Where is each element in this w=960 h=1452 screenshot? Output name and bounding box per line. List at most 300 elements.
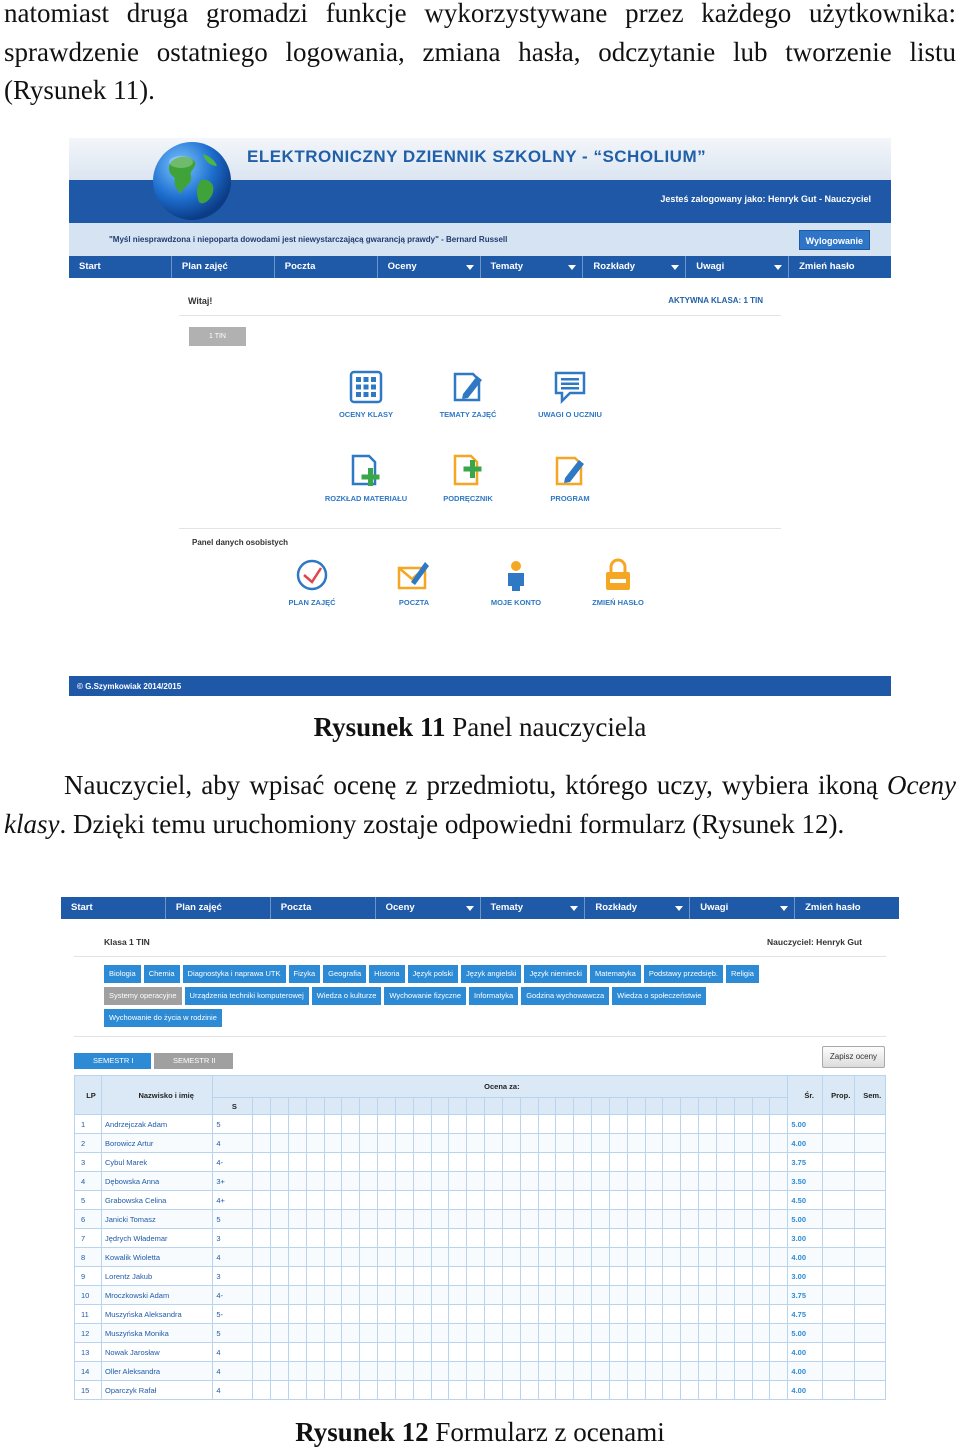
grade-cell[interactable]	[253, 1343, 271, 1362]
grade-cell[interactable]	[324, 1172, 342, 1191]
grade-cell[interactable]	[627, 1115, 645, 1134]
grade-cell[interactable]	[342, 1305, 360, 1324]
grade-cell[interactable]	[752, 1286, 770, 1305]
grade-cell[interactable]	[770, 1267, 788, 1286]
grade-cell[interactable]	[342, 1153, 360, 1172]
grade-cell[interactable]	[431, 1229, 449, 1248]
proposed-grade-cell[interactable]	[822, 1286, 854, 1305]
grade-cell[interactable]	[467, 1210, 485, 1229]
grade-cell[interactable]	[449, 1134, 467, 1153]
grade-cell[interactable]	[360, 1210, 378, 1229]
grade-cell[interactable]	[645, 1305, 663, 1324]
grade-cell[interactable]	[449, 1286, 467, 1305]
nav-oceny[interactable]: Oceny	[376, 897, 481, 919]
grade-cell[interactable]	[360, 1267, 378, 1286]
grade-cell[interactable]	[395, 1229, 413, 1248]
grade-cell[interactable]	[699, 1191, 717, 1210]
grade-cell[interactable]	[556, 1267, 574, 1286]
grade-cell[interactable]	[467, 1343, 485, 1362]
nav-rozklady[interactable]: Rozkłady	[585, 897, 690, 919]
grade-cell[interactable]	[253, 1115, 271, 1134]
grade-cell[interactable]	[413, 1305, 431, 1324]
grade-cell[interactable]	[645, 1248, 663, 1267]
grade-cell[interactable]	[289, 1343, 307, 1362]
grade-cell[interactable]	[289, 1153, 307, 1172]
grade-cell[interactable]	[574, 1267, 592, 1286]
grade-cell[interactable]	[395, 1248, 413, 1267]
subject-tab[interactable]: Systemy operacyjne	[104, 987, 182, 1005]
grade-cell[interactable]	[752, 1115, 770, 1134]
grade-cell[interactable]	[752, 1343, 770, 1362]
grade-cell[interactable]	[663, 1229, 681, 1248]
grade-cell[interactable]	[556, 1210, 574, 1229]
nav-tematy[interactable]: Tematy	[481, 256, 584, 278]
grade-cell[interactable]	[467, 1229, 485, 1248]
grade-cell[interactable]	[574, 1172, 592, 1191]
grade-cell[interactable]	[253, 1267, 271, 1286]
grade-cell[interactable]	[609, 1115, 627, 1134]
grade-cell[interactable]	[699, 1248, 717, 1267]
grade-cell[interactable]	[592, 1324, 610, 1343]
grade-cell[interactable]	[431, 1248, 449, 1267]
proposed-grade-cell[interactable]	[822, 1153, 854, 1172]
nav-rozklady[interactable]: Rozkłady	[583, 256, 686, 278]
nav-start[interactable]: Start	[61, 897, 166, 919]
grade-cell[interactable]	[467, 1324, 485, 1343]
grade-cell[interactable]	[627, 1134, 645, 1153]
grade-cell[interactable]	[770, 1381, 788, 1400]
grade-cell[interactable]	[609, 1153, 627, 1172]
grade-cell[interactable]	[592, 1191, 610, 1210]
grade-cell[interactable]	[520, 1172, 538, 1191]
grade-cell[interactable]	[592, 1248, 610, 1267]
grade-cell[interactable]	[431, 1267, 449, 1286]
grade-cell[interactable]	[556, 1229, 574, 1248]
grade-cell[interactable]	[378, 1115, 396, 1134]
grade-cell[interactable]	[378, 1134, 396, 1153]
grade-cell[interactable]	[360, 1153, 378, 1172]
grade-cell[interactable]	[699, 1305, 717, 1324]
grade-cell[interactable]	[395, 1172, 413, 1191]
semester-grade-cell[interactable]	[855, 1191, 886, 1210]
grade-cell[interactable]	[556, 1286, 574, 1305]
grade-cell[interactable]	[574, 1115, 592, 1134]
grade-cell[interactable]	[449, 1305, 467, 1324]
grade-cell[interactable]	[467, 1267, 485, 1286]
grade-cell[interactable]	[574, 1229, 592, 1248]
grade-cell[interactable]	[716, 1229, 734, 1248]
grade-cell[interactable]	[538, 1324, 556, 1343]
grade-cell[interactable]	[520, 1191, 538, 1210]
grade-cell[interactable]	[431, 1362, 449, 1381]
grade-cell[interactable]	[538, 1267, 556, 1286]
grade-cell[interactable]	[271, 1343, 289, 1362]
grade-cell[interactable]	[556, 1324, 574, 1343]
grade-cell[interactable]	[378, 1267, 396, 1286]
grade-cell[interactable]	[609, 1305, 627, 1324]
grade-cell[interactable]	[663, 1362, 681, 1381]
grade-cell[interactable]	[716, 1343, 734, 1362]
grade-cell[interactable]	[734, 1248, 752, 1267]
grade-cell[interactable]	[413, 1324, 431, 1343]
grade-cell[interactable]	[770, 1286, 788, 1305]
subject-tab[interactable]: Język niemiecki	[524, 965, 587, 983]
subject-tab[interactable]: Język angielski	[461, 965, 521, 983]
grade-cell[interactable]	[752, 1153, 770, 1172]
grade-cell[interactable]	[699, 1134, 717, 1153]
grade-cell[interactable]	[324, 1229, 342, 1248]
grade-cell[interactable]	[502, 1229, 520, 1248]
subject-tab[interactable]: Wychowanie do życia w rodzinie	[104, 1009, 222, 1027]
grade-cell[interactable]	[770, 1153, 788, 1172]
grade-cell[interactable]	[734, 1267, 752, 1286]
grade-cell[interactable]	[663, 1324, 681, 1343]
grade-cell[interactable]	[734, 1286, 752, 1305]
grade-cell[interactable]	[395, 1267, 413, 1286]
grade-cell[interactable]	[324, 1343, 342, 1362]
grade-cell[interactable]	[342, 1381, 360, 1400]
grade-cell[interactable]	[378, 1229, 396, 1248]
grade-cell[interactable]	[467, 1115, 485, 1134]
grade-cell[interactable]	[734, 1381, 752, 1400]
grade-cell[interactable]	[556, 1343, 574, 1362]
grade-cell[interactable]	[431, 1134, 449, 1153]
tile-poczta[interactable]: POCZTA	[359, 558, 469, 607]
grade-cell[interactable]	[716, 1381, 734, 1400]
nav-poczta[interactable]: Poczta	[275, 256, 378, 278]
grade-cell[interactable]	[324, 1362, 342, 1381]
grade-cell[interactable]	[538, 1153, 556, 1172]
grade-cell[interactable]	[770, 1115, 788, 1134]
grade-cell[interactable]	[734, 1134, 752, 1153]
grade-cell[interactable]	[378, 1381, 396, 1400]
grade-cell[interactable]	[289, 1115, 307, 1134]
grade-cell[interactable]	[413, 1286, 431, 1305]
nav-tematy[interactable]: Tematy	[481, 897, 586, 919]
grade-cell[interactable]	[699, 1153, 717, 1172]
grade-cell[interactable]	[360, 1115, 378, 1134]
semester-grade-cell[interactable]	[855, 1172, 886, 1191]
proposed-grade-cell[interactable]	[822, 1115, 854, 1134]
grade-cell[interactable]	[360, 1362, 378, 1381]
subject-tab[interactable]: Wychowanie fizyczne	[384, 987, 466, 1005]
grade-cell[interactable]	[378, 1210, 396, 1229]
grade-cell[interactable]	[752, 1324, 770, 1343]
grade-cell[interactable]	[485, 1134, 503, 1153]
nav-start[interactable]: Start	[69, 256, 172, 278]
grade-cell[interactable]	[467, 1305, 485, 1324]
grade-cell[interactable]	[413, 1210, 431, 1229]
grade-cell[interactable]	[360, 1324, 378, 1343]
grade-cell[interactable]	[431, 1286, 449, 1305]
grade-cell[interactable]	[395, 1381, 413, 1400]
grade-cell[interactable]	[574, 1153, 592, 1172]
semester-grade-cell[interactable]	[855, 1267, 886, 1286]
grade-cell[interactable]	[289, 1305, 307, 1324]
grade-cell[interactable]	[681, 1267, 699, 1286]
grade-cell[interactable]	[520, 1229, 538, 1248]
grade-cell[interactable]	[609, 1381, 627, 1400]
subject-tab[interactable]: Godzina wychowawcza	[521, 987, 609, 1005]
grade-cell[interactable]	[485, 1305, 503, 1324]
grade-cell[interactable]	[699, 1362, 717, 1381]
grade-cell[interactable]	[360, 1343, 378, 1362]
grade-cell[interactable]	[609, 1248, 627, 1267]
grade-cell[interactable]	[592, 1229, 610, 1248]
grade-cell[interactable]	[271, 1362, 289, 1381]
proposed-grade-cell[interactable]	[822, 1324, 854, 1343]
grade-cell[interactable]	[538, 1343, 556, 1362]
proposed-grade-cell[interactable]	[822, 1210, 854, 1229]
grade-cell[interactable]	[538, 1362, 556, 1381]
grade-cell[interactable]	[770, 1324, 788, 1343]
grade-cell[interactable]	[627, 1153, 645, 1172]
grade-cell[interactable]	[645, 1191, 663, 1210]
grade-cell[interactable]	[609, 1362, 627, 1381]
grade-cell[interactable]	[681, 1191, 699, 1210]
grade-cell[interactable]	[627, 1381, 645, 1400]
grade-cell[interactable]	[592, 1267, 610, 1286]
tile-moje-konto[interactable]: MOJE KONTO	[461, 558, 571, 607]
grade-cell[interactable]	[699, 1229, 717, 1248]
grade-cell[interactable]	[253, 1210, 271, 1229]
grade-cell[interactable]	[324, 1115, 342, 1134]
grade-cell[interactable]	[342, 1115, 360, 1134]
tile-program[interactable]: PROGRAM	[515, 454, 625, 503]
logout-button[interactable]: Wylogowanie	[799, 230, 870, 250]
grade-cell[interactable]	[306, 1248, 324, 1267]
grade-cell[interactable]	[716, 1191, 734, 1210]
grade-cell[interactable]	[253, 1362, 271, 1381]
grade-cell[interactable]	[449, 1324, 467, 1343]
grade-cell[interactable]	[289, 1267, 307, 1286]
grade-cell[interactable]	[538, 1381, 556, 1400]
grade-cell[interactable]	[663, 1153, 681, 1172]
grade-cell[interactable]	[663, 1248, 681, 1267]
grade-cell[interactable]	[520, 1134, 538, 1153]
grade-cell[interactable]	[485, 1286, 503, 1305]
grade-cell[interactable]	[502, 1248, 520, 1267]
grade-cell[interactable]	[431, 1115, 449, 1134]
grade-cell[interactable]: 4	[213, 1343, 253, 1362]
grade-cell[interactable]	[681, 1343, 699, 1362]
grade-cell[interactable]	[431, 1343, 449, 1362]
grade-cell[interactable]	[716, 1305, 734, 1324]
grade-cell[interactable]	[663, 1343, 681, 1362]
grade-cell[interactable]	[574, 1134, 592, 1153]
grade-cell[interactable]	[645, 1267, 663, 1286]
nav-plan-zajec[interactable]: Plan zajęć	[166, 897, 271, 919]
grade-cell[interactable]	[716, 1324, 734, 1343]
grade-cell[interactable]	[289, 1172, 307, 1191]
nav-plan-zajec[interactable]: Plan zajęć	[172, 256, 275, 278]
grade-cell[interactable]	[609, 1343, 627, 1362]
grade-cell[interactable]	[253, 1305, 271, 1324]
grade-cell[interactable]	[574, 1248, 592, 1267]
grade-cell[interactable]	[378, 1153, 396, 1172]
semester-grade-cell[interactable]	[855, 1115, 886, 1134]
tile-uwagi-o-uczniu[interactable]: UWAGI O UCZNIU	[515, 370, 625, 419]
grade-cell[interactable]	[699, 1115, 717, 1134]
class-button[interactable]: 1 TIN	[189, 327, 246, 346]
grade-cell[interactable]	[395, 1115, 413, 1134]
grade-cell[interactable]	[431, 1381, 449, 1400]
grade-cell[interactable]	[271, 1305, 289, 1324]
tab-semestr-1[interactable]: SEMESTR I	[74, 1053, 151, 1069]
grade-cell[interactable]	[306, 1362, 324, 1381]
grade-cell[interactable]	[699, 1324, 717, 1343]
grade-cell[interactable]	[342, 1248, 360, 1267]
grade-cell[interactable]	[253, 1134, 271, 1153]
grade-cell[interactable]	[253, 1191, 271, 1210]
grade-cell[interactable]	[627, 1267, 645, 1286]
grade-cell[interactable]	[289, 1134, 307, 1153]
grade-cell[interactable]	[699, 1267, 717, 1286]
grade-cell[interactable]	[306, 1305, 324, 1324]
semester-grade-cell[interactable]	[855, 1229, 886, 1248]
grade-cell[interactable]: 5	[213, 1324, 253, 1343]
grade-cell[interactable]	[734, 1229, 752, 1248]
subject-tab[interactable]: Urządzenia techniki komputerowej	[185, 987, 309, 1005]
subject-tab[interactable]: Fizyka	[289, 965, 321, 983]
grade-cell[interactable]	[609, 1210, 627, 1229]
grade-cell[interactable]	[395, 1324, 413, 1343]
semester-grade-cell[interactable]	[855, 1134, 886, 1153]
grade-cell[interactable]: 3	[213, 1267, 253, 1286]
grade-cell[interactable]	[378, 1324, 396, 1343]
grade-cell[interactable]	[324, 1134, 342, 1153]
grade-cell[interactable]	[716, 1134, 734, 1153]
grade-cell[interactable]	[627, 1324, 645, 1343]
grade-cell[interactable]	[289, 1381, 307, 1400]
semester-grade-cell[interactable]	[855, 1305, 886, 1324]
grade-cell[interactable]	[627, 1286, 645, 1305]
grade-cell[interactable]	[271, 1172, 289, 1191]
grade-cell[interactable]	[360, 1381, 378, 1400]
grade-cell[interactable]	[770, 1229, 788, 1248]
grade-cell[interactable]	[609, 1267, 627, 1286]
grade-cell[interactable]	[752, 1134, 770, 1153]
tile-plan-zajec[interactable]: PLAN ZAJĘĆ	[257, 558, 367, 607]
grade-cell[interactable]	[485, 1381, 503, 1400]
grade-cell[interactable]	[395, 1191, 413, 1210]
grade-cell[interactable]	[413, 1115, 431, 1134]
grade-cell[interactable]	[645, 1210, 663, 1229]
grade-cell[interactable]	[716, 1115, 734, 1134]
grade-cell[interactable]	[467, 1248, 485, 1267]
subject-tab[interactable]: Język polski	[408, 965, 458, 983]
grade-cell[interactable]	[271, 1248, 289, 1267]
grade-cell[interactable]	[520, 1343, 538, 1362]
grade-cell[interactable]	[627, 1248, 645, 1267]
grade-cell[interactable]	[360, 1286, 378, 1305]
grade-cell[interactable]	[342, 1134, 360, 1153]
grade-cell[interactable]: 4	[213, 1381, 253, 1400]
grade-cell[interactable]	[752, 1267, 770, 1286]
grade-cell[interactable]	[485, 1191, 503, 1210]
grade-cell[interactable]	[289, 1324, 307, 1343]
grade-cell[interactable]	[538, 1134, 556, 1153]
grade-cell[interactable]	[449, 1172, 467, 1191]
proposed-grade-cell[interactable]	[822, 1229, 854, 1248]
grade-cell[interactable]	[485, 1115, 503, 1134]
grade-cell[interactable]	[663, 1191, 681, 1210]
grade-cell[interactable]	[716, 1210, 734, 1229]
grade-cell[interactable]	[502, 1191, 520, 1210]
grade-cell[interactable]	[770, 1343, 788, 1362]
grade-cell[interactable]	[271, 1134, 289, 1153]
grade-cell[interactable]	[253, 1324, 271, 1343]
grade-cell[interactable]	[627, 1305, 645, 1324]
proposed-grade-cell[interactable]	[822, 1191, 854, 1210]
grade-cell[interactable]	[342, 1286, 360, 1305]
grade-cell[interactable]	[449, 1362, 467, 1381]
grade-cell[interactable]	[627, 1343, 645, 1362]
grade-cell[interactable]	[485, 1248, 503, 1267]
grade-cell[interactable]	[289, 1210, 307, 1229]
grade-cell[interactable]	[645, 1115, 663, 1134]
grade-cell[interactable]	[342, 1191, 360, 1210]
grade-cell[interactable]	[253, 1229, 271, 1248]
grade-cell[interactable]	[324, 1210, 342, 1229]
grade-cell[interactable]	[520, 1362, 538, 1381]
proposed-grade-cell[interactable]	[822, 1343, 854, 1362]
grade-cell[interactable]	[324, 1248, 342, 1267]
semester-grade-cell[interactable]	[855, 1286, 886, 1305]
grade-cell[interactable]	[699, 1381, 717, 1400]
grade-cell[interactable]	[556, 1115, 574, 1134]
grade-cell[interactable]	[502, 1172, 520, 1191]
grade-cell[interactable]	[306, 1134, 324, 1153]
subject-tab[interactable]: Diagnostyka i naprawa UTK	[183, 965, 286, 983]
grade-cell[interactable]	[289, 1229, 307, 1248]
grade-cell[interactable]	[681, 1286, 699, 1305]
grade-cell[interactable]	[770, 1191, 788, 1210]
subject-tab[interactable]: Historia	[369, 965, 404, 983]
grade-cell[interactable]	[520, 1324, 538, 1343]
grade-cell[interactable]	[449, 1115, 467, 1134]
grade-cell[interactable]	[645, 1153, 663, 1172]
grade-cell[interactable]	[253, 1381, 271, 1400]
grade-cell[interactable]	[306, 1191, 324, 1210]
semester-grade-cell[interactable]	[855, 1324, 886, 1343]
grade-cell[interactable]	[574, 1286, 592, 1305]
grade-cell[interactable]	[592, 1153, 610, 1172]
subject-tab[interactable]: Informatyka	[469, 987, 518, 1005]
semester-grade-cell[interactable]	[855, 1362, 886, 1381]
grade-cell[interactable]	[538, 1172, 556, 1191]
grade-cell[interactable]	[271, 1324, 289, 1343]
grade-cell[interactable]	[752, 1248, 770, 1267]
grade-cell[interactable]	[449, 1153, 467, 1172]
grade-cell[interactable]	[378, 1305, 396, 1324]
grade-cell[interactable]	[770, 1362, 788, 1381]
grade-cell[interactable]: 5-	[213, 1305, 253, 1324]
subject-tab[interactable]: Matematyka	[590, 965, 641, 983]
grade-cell[interactable]	[538, 1248, 556, 1267]
grade-cell[interactable]	[324, 1381, 342, 1400]
grade-cell[interactable]	[627, 1229, 645, 1248]
grade-cell[interactable]	[271, 1210, 289, 1229]
proposed-grade-cell[interactable]	[822, 1248, 854, 1267]
grade-cell[interactable]	[485, 1362, 503, 1381]
grade-cell[interactable]	[716, 1172, 734, 1191]
grade-cell[interactable]: 4	[213, 1362, 253, 1381]
grade-cell[interactable]	[645, 1343, 663, 1362]
grade-cell[interactable]	[502, 1153, 520, 1172]
grade-cell[interactable]	[324, 1267, 342, 1286]
grade-cell[interactable]	[770, 1305, 788, 1324]
